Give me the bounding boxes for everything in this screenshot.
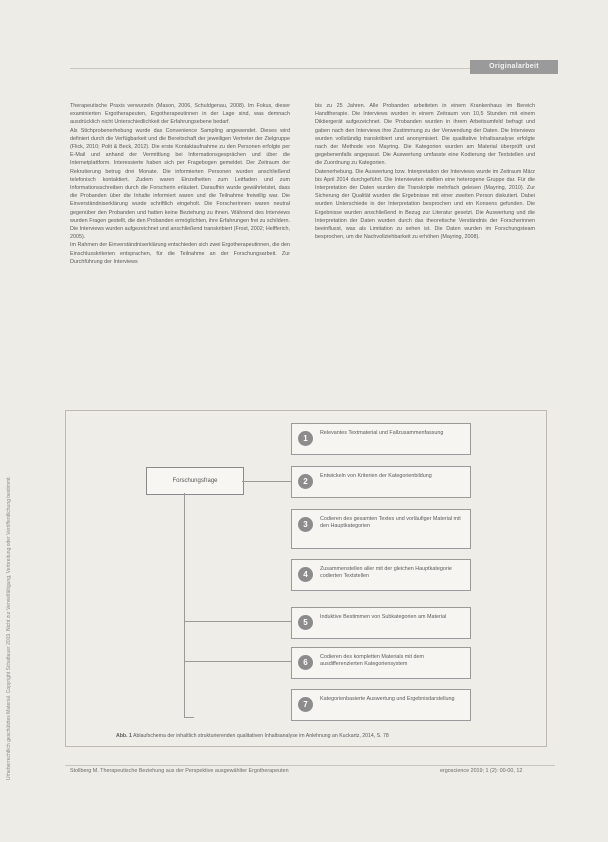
right-paragraph: bis zu 25 Jahren. Alle Probanden arbeiteten in einem Krankenhaus im Bereich Handtherapie. Die Interviews wurden in einem Zeitraum von 10,5 Stunden mit einem Diktiergerät aufgezeichnet. Die Probanden wurden in ihrem Arbeitsumfeld befragt und gaben nach den Interviews ihre Zustimmung zu der Verwendung der Daten. Die Interviews wurden vollständig transkribiert und anonymisiert. Die qualitative Inhaltsanalyse erfolgte nach der Methode von Mayring. Die Kategorien wurden am Material überprüft und gegebenenfalls angepasst. Die Auswertung umfasste eine Kodierung der Textstellen und die Zuordnung zu Kategorien. xyxy=(315,103,535,167)
left-paragraph: Im Rahmen der Einverständniserklärung entschieden sich zwei Ergotherapeutinnen, die den Einschlusskriterien entsprachen, für die Teilnahme an der Forschungsarbeit. Zur Durchführung der Interviews xyxy=(70,242,290,265)
left-paragraph: Therapeutische Praxis verwurzeln (Mason, 2006, Schuldgenau, 2008). Im Fokus, dieser examinierten Ergotherapeuten, Ergotherapeutinnen in der Lage sind, was demnach ausdrücklich nicht Unterschiedlichkeit der Erfahrungsebene bedarf. xyxy=(70,103,290,126)
connector-horizontal xyxy=(184,717,194,718)
research-question-box: Forschungsfrage xyxy=(146,467,244,495)
caption-text: Ablaufschema der inhaltlich strukturierenden qualitativen Inhaltsanalyse im Anlehnung an Kuckartz, 2014, S. 78 xyxy=(133,733,389,739)
step-text: Codieren des gesamten Textes und vorläufiger Material mit den Hauptkategorien xyxy=(320,516,461,529)
step-number: 7 xyxy=(298,697,313,712)
step-number: 5 xyxy=(298,615,313,630)
step-number: 6 xyxy=(298,655,313,670)
step-box xyxy=(291,607,471,639)
step-number: 2 xyxy=(298,474,313,489)
step-text: Zusammenstellen aller mit der gleichen Hauptkategorie codierten Textstellen xyxy=(320,566,452,579)
connector-horizontal xyxy=(242,481,291,482)
step-box xyxy=(291,559,471,591)
step-box xyxy=(291,647,471,679)
footer-journal: ergoscience 2019; 1 (2): 00-00, 12 xyxy=(440,768,523,774)
caption-label: Abb. 1 xyxy=(116,733,132,739)
category-tag: Originalarbeit xyxy=(470,60,558,74)
step-box xyxy=(291,423,471,455)
step-box xyxy=(291,466,471,498)
right-paragraph: Datenerhebung. Die Auswertung bzw. Interpretation der Interviews wurde im Zeitraum März bis April 2014 durchgeführt. Die Interviewten stellten eine heterogene Gruppe dar. Für die Interpretation der Daten wurden die Transkripte mehrfach gelesen (Mayring, 2010). Zur Sicherung der Qualität wurden die Ergebnisse mit einer zweiten Person diskutiert. Dabei wurden Unterschiede in der Interpretation besprochen und ein Konsens gefunden. Die Ergebnisse wurden anschließend in Bezug zur Literatur gesetzt. Die Auswertung und die Interpretation der Daten wurden durch das theoretische Verständnis der Forscherinnen beeinflusst, was als Limitation zu sehen ist. Die Daten wurden im Forschungsteam besprochen, um die Nachvollziehbarkeit zu erhöhen (Mayring, 2008). xyxy=(315,168,535,241)
side-copyright-note: Urheberrechtlich geschütztes Material. Copyright Schattauer 2019. Nicht zur Vervielfältigung, Verbreitung oder Veröffentlichung bestimmt. xyxy=(6,476,12,780)
step-number: 3 xyxy=(298,517,313,532)
step-box xyxy=(291,689,471,721)
step-number: 1 xyxy=(298,431,313,446)
figure-flowchart xyxy=(65,410,547,747)
step-text: Induktive Bestimmen von Subkategorien am Material xyxy=(320,614,447,620)
connector-horizontal xyxy=(184,621,291,622)
step-text: Codieren des kompletten Materials mit dem ausdifferenzierten Kategoriensystem xyxy=(320,654,424,667)
figure-caption xyxy=(116,733,536,739)
step-text: Kategorienbasierte Auswertung und Ergebnisdarstellung xyxy=(320,696,455,702)
footer-rule xyxy=(65,765,555,766)
step-number: 4 xyxy=(298,567,313,582)
connector-vertical xyxy=(184,493,185,718)
step-text: Entwickeln von Kriterien der Kategorienbildung xyxy=(320,473,432,479)
step-box xyxy=(291,509,471,549)
left-column xyxy=(70,102,290,266)
step-text: Relevantes Textmaterial und Fallzusammenfassung xyxy=(320,430,444,436)
connector-horizontal xyxy=(184,661,291,662)
right-column xyxy=(315,102,535,241)
footer-citation: Stollberg M. Therapeutische Beziehung aus der Perspektive ausgewählter Ergotherapeuten xyxy=(70,768,289,774)
left-paragraph: Als Stichprobenerhebung wurde das Convenience Sampling angewendet. Dieses wird definiert durch die Verfügbarkeit und die Bereitschaft der jeweiligen Vertreter der Zielgruppe (Flick, 2010; Polit & Beck, 2012). Die erste Kontaktaufnahme zu den Personen erfolgte per E-Mail und anhand der Vermittlung bei Informationsgesprächen und über die Internetplattform. Interessierte haben sich per Fragebogen gemeldet. Der Zeitraum der Rekrutierung betrug drei Monate. Die informierten Personen wurden anschließend telefonisch kontaktiert. Zudem waren Einzelheiten zum Leitfaden und zum Informationsschreiben durch die Forscherin erläutert. Daraufhin wurde gewährleistet, dass die Probanden über die Inhalte informiert waren und die Teilnahme freiwillig war. Die Einverständniserklärung wurde schriftlich eingeholt. Die Forscherinnen waren neutral gegenüber den Probanden und hatten keine Beziehung zu ihnen. Während des Interviews wurden Fragen gestellt, die den Probanden ermöglichten, ihre Erfahrungen frei zu schildern. Die Interviews wurden aufgezeichnet und anschließend transkribiert (Frost, 2002; Helfferich, 2005). xyxy=(70,127,290,241)
